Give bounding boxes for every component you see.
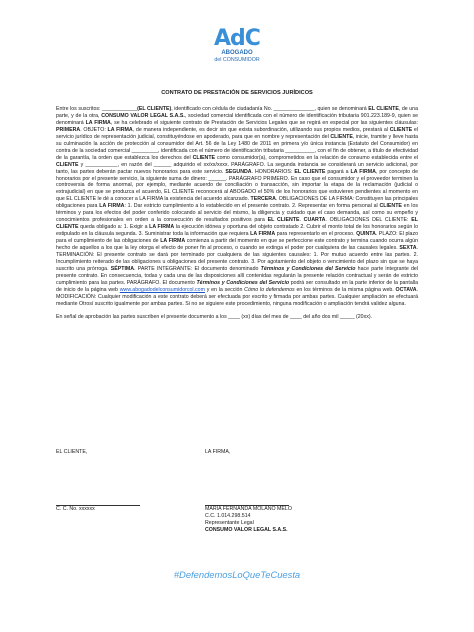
text-segment: En señal de aprobación las partes suscriben el presente documento a los ____ (xx) días del mes de ____ del año dos mil _____ (20xx). [56,313,373,320]
approval-statement [56,314,418,321]
text-segment: EL CLIENTE [294,168,326,175]
text-segment: LA FIRMA [149,224,175,231]
text-segment: LA FIRMA [250,231,276,238]
text-segment: CLIENTE [389,126,413,133]
text-segment: LA FIRMA [107,126,133,133]
text-segment: LA FIRMA [85,119,111,126]
text-segment: : 1. Dar estricto cumplimiento a lo establecido en el presente contrato. 2. Representar en forma personal al [124,203,380,210]
text-segment: Entre los suscritos: ____________ [56,106,138,112]
text-segment: Cómo lo defendemos [244,286,295,293]
text-segment: , inicie, tramite y lleve hasta su culminación la acción de protección al consumidor del Art. 56 de la Ley 1480 de 2011 en primera y/o única instancia (Estatuto del Consumidor) en contra de la sociedad comercial _________, identificada con el número de identificación tributaria __________, con el fin de obtener, a título de efectividad de la garantía, la orden que establezca los derechos del [56,133,418,161]
client-signature [56,505,140,513]
text-segment: CUARTA [303,217,326,224]
client-heading: EL CLIENTE, [56,449,88,455]
contract-clauses [56,106,418,308]
client-id: C. C. No. xxxxxx [56,506,95,512]
text-segment: pagará a [325,168,351,175]
company-logo [0,28,474,63]
text-segment: . [299,217,304,224]
text-segment: (EL CLIENTE) [137,106,172,112]
text-segment: TERCERA [250,196,276,203]
firm-company-name: CONSUMO VALOR LEGAL S.A.S. [205,526,288,533]
text-segment: , de manera independiente, es decir sin que exista subordinación, utilizando sus propios medios, prestará al [132,126,390,133]
text-segment: CONSUMO VALOR LEGAL S.A.S. [101,112,185,119]
text-segment: . PARTE INTEGRANTE: El documento denominado [134,265,261,272]
text-segment: el servicio jurídico de representación judicial, constituyéndose en apoderado, para que en nombre y representación del [56,126,418,140]
text-segment: y ___________, en razón del ______ adquirido el xx/xx/xxxx. PARÁGRAFO. La segunda instancia se considerará un servicio adicional, por tanto, las partes deberán pactar nuevos honorarios para este servicio. [56,161,418,175]
text-segment: hace parte integrante del presente contrato. En consecuencia, todas y cada una de las disposiciones allí contenidas regularán la presente relación contractual y serán de estricto cumplimiento para las partes. PARÁGRAFO. El documento [56,265,418,286]
website-link[interactable]: www.abogadodelconsumidorcol.com [119,286,205,293]
text-segment: . HONORARIOS: [251,168,295,175]
text-segment: podrá ser consultado en la parte inferior de la pantalla de inicio de la página web [56,279,418,293]
logo-line-2: del CONSUMIDOR [214,57,260,63]
text-segment: para representarlo en el proceso. [275,231,357,238]
text-segment: queda obligado a: 1. Exigir a [78,224,150,231]
firm-signature [205,505,292,534]
text-segment: . OBJETO: [80,126,108,133]
text-segment: CLIENTE [56,161,79,168]
text-segment: como consumidor(a), comprometidos en la relación de consumo establecida entre el [215,154,419,161]
text-segment: en los términos de la misma página web. [294,286,396,293]
firm-rep-id: C.C. 1.014.298.514 [205,512,251,519]
text-segment: Términos y Condiciones del Servicio [260,265,356,272]
firm-heading: LA FIRMA, [205,449,231,455]
text-segment: . OBLIGACIONES DEL CLIENTE: [325,217,412,224]
text-segment: EL CLIENTE [267,217,300,224]
text-segment: , por concepto de honorarios por el presente servicio, la siguiente suma de dinero: ______. PARÁGRAFO PRIMERO. En caso que el consumidor y el proveedor terminen la controversia de forma anormal, por ejemplo, mediante acuerdo de conciliación o transacción, sin importar la etapa de la reclamación (judicial o extrajudicial) en que se produzca el acuerdo, EL CLIENTE reconocerá al ABOGADO el 50% de los honorarios que estuvieren pendientes al momento en que EL CLIENTE le dé a conocer a LA FIRMA la existencia del acuerdo alcanzado. [56,168,418,203]
text-segment: CLIENTE [192,154,216,161]
text-segment: EL CLIENTE [368,106,399,112]
text-segment: QUINTA [356,231,376,238]
text-segment: SEXTA [399,245,417,252]
text-segment: EL CLIENTE [56,217,418,231]
text-segment: LA FIRMA [160,238,186,245]
document-title: CONTRATO DE PRESTACIÓN DE SERVICIOS JURÍDICOS [161,90,313,96]
text-segment: SEGUNDA [225,168,252,175]
text-segment: , de una parte, y de la otra, [56,106,418,119]
text-segment: y en la sección [204,286,245,293]
text-segment: PRIMERA [56,126,81,133]
text-segment: LA FIRMA [350,168,376,175]
text-segment: . MODIFICACIÓN: Cualquier modificación a este contrato deberá ser efectuada por escrito y firmada por ambas partes. Cualquier ampliación se efectuará mediante Otrosí suscrito igualmente por ambas partes. Si no se siguiere este procedimiento, ninguna modificación o ampliación tendrá validez alguna. [56,286,418,307]
text-segment: , se ha celebrado el siguiente contrato de Prestación de Servicios Legales que se regirá en especial por las siguientes cláusulas: [110,119,419,126]
text-segment: . TERMINACIÓN: El presente contrato se dará por terminado por cualquiera de las siguientes causales: 1. Por mutuo acuerdo entre las partes. 2. Incumplimiento reiterado de las obligaciones u obligaciones del presente contrato. 3. Por agotamiento del objeto o vencimiento del plazo sin que se haya suscrito una prórroga. [56,245,418,272]
text-segment: en los términos y para los efectos del poder conferido colocando al servicio del mismo, la diligencia y cuidado que el caso demanda, así como su empeño y conocimientos profesionales en orden a la consecución de resultados positivos para [56,203,419,224]
firm-rep-role: Representante Legal [205,519,254,526]
text-segment: CLIENTE [330,133,353,140]
text-segment: LA FIRMA [99,203,125,210]
firm-rep-name: MARÍA FERNANDA MOLANO MELO [205,506,292,512]
text-segment: comienza a partir del momento en que se perfeccione este contrato y termina cuando ocurra algún hecho de aquellos a los que la ley otorga el efecto de poner fin al proceso, o cuando se extinga el poder por cualquiera de las causales legales. [56,238,419,252]
contract-body [56,106,418,321]
text-segment: . PLAZO: El plazo para el cumplimiento de las obligaciones de [56,231,418,245]
logo-line-1: ABOGADO [221,50,253,56]
logo-mark-text: AdC [214,26,260,51]
text-segment: OCTAVA [395,286,417,293]
text-segment: SÉPTIMA [110,265,135,272]
text-segment: , sociedad comercial identificada con el número de identificación tributaria 901.223.189-9, quien se denominará [56,112,418,126]
text-segment: CLIENTE [379,203,402,210]
text-segment: la ejecución idónea y oportuna del objeto contratado 2. Cubrir el monto total de los honorarios según lo estipulado en la cláusula segunda. 3. Suministrar toda la información que requiera [56,224,419,238]
campaign-hashtag: #DefendemosLoQueTeCuesta [173,569,301,580]
text-segment: Términos y Condiciones del Servicio [196,279,290,286]
text-segment: . OBLIGACIONES DE LA FIRMA: Constituyen las principales obligaciones para [56,196,418,210]
logo-mark [214,28,260,50]
text-segment: , identificado con cédula de ciudadanía No. ______________, quien se denominará [171,106,369,112]
